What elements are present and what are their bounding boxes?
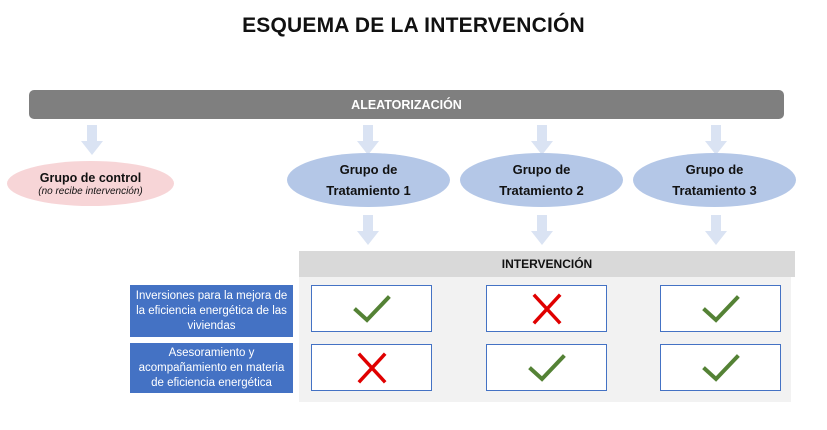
control-group-oval <box>7 161 174 206</box>
treatment-group-2-oval <box>460 153 623 207</box>
cell-r1-t1 <box>311 285 432 332</box>
cell-r2-t3 <box>660 344 781 391</box>
cross-icon <box>527 292 567 326</box>
treatment-group-2-line1: Grupo de <box>512 162 571 177</box>
treatment-group-1-oval <box>287 153 450 207</box>
check-icon <box>527 351 567 385</box>
cell-r1-t3 <box>660 285 781 332</box>
cell-r2-t1 <box>311 344 432 391</box>
check-icon <box>701 351 741 385</box>
arrow-down-icon <box>705 215 727 245</box>
randomization-label: ALEATORIZACIÓN <box>351 97 462 112</box>
cross-icon <box>352 351 392 385</box>
row-label-advice: Asesoramiento y acompañamiento en materia de eficiencia energética <box>130 343 293 393</box>
diagram-title: ESQUEMA DE LA INTERVENCIÓN <box>242 14 585 37</box>
intervention-label: INTERVENCIÓN <box>501 257 593 271</box>
treatment-group-3-oval <box>633 153 796 207</box>
arrow-down-icon <box>531 215 553 245</box>
arrow-down-icon <box>357 125 379 155</box>
check-icon <box>352 292 392 326</box>
arrow-down-icon <box>705 125 727 155</box>
randomization-bar <box>29 90 784 119</box>
arrow-down-icon <box>357 215 379 245</box>
cell-r2-t2 <box>486 344 607 391</box>
check-icon <box>701 292 741 326</box>
arrow-down-icon <box>531 125 553 155</box>
treatment-group-1-line2: Tratamiento 1 <box>326 183 411 198</box>
treatment-group-2-line2: Tratamiento 2 <box>499 183 584 198</box>
row-label-investments: Inversiones para la mejora de la eficiencia energética de las viviendas <box>130 285 293 337</box>
cell-r1-t2 <box>486 285 607 332</box>
arrow-down-icon <box>81 125 103 155</box>
treatment-group-3-line1: Grupo de <box>685 162 744 177</box>
treatment-group-3-line2: Tratamiento 3 <box>672 183 757 198</box>
treatment-group-1-line1: Grupo de <box>339 162 398 177</box>
control-group-note: (no recibe intervención) <box>38 185 143 197</box>
control-group-name: Grupo de control <box>39 170 142 185</box>
intervention-header <box>299 251 795 277</box>
